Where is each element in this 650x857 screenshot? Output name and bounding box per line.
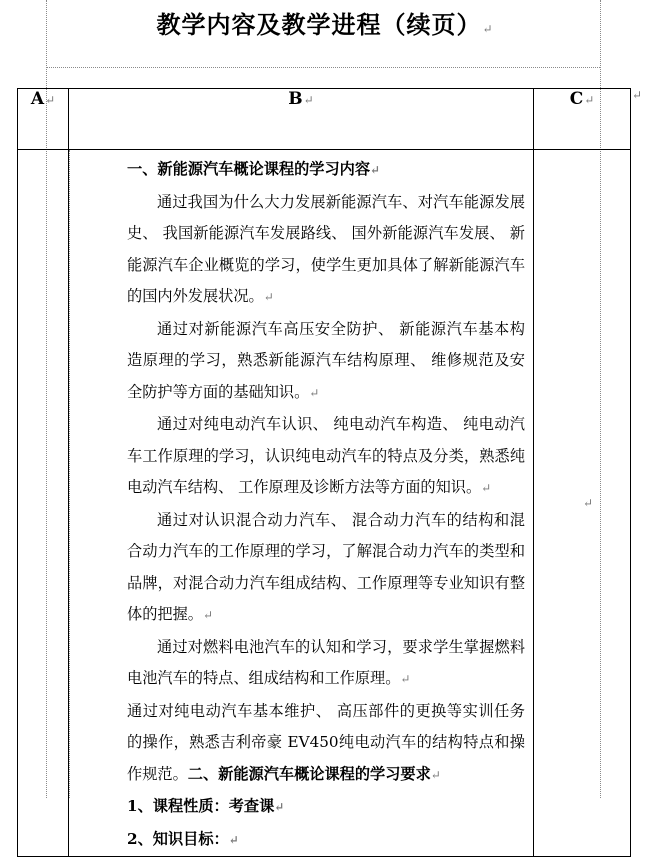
content-paragraph — [127, 187, 525, 314]
paragraph-mark-icon: ↵ — [202, 608, 213, 622]
page-title: 教学内容及教学进程（续页）↵ — [156, 10, 494, 39]
paragraph-text: 通过对新能源汽车高压安全防护、 新能源汽车基本构造原理的学习，熟悉新能源汽车结构原理、 维修规范及安全防护等方面的基础知识。 — [127, 319, 525, 401]
margin-guide-top — [46, 67, 600, 68]
content-paragraph — [127, 505, 525, 632]
paragraph-mark-icon: ↵ — [400, 672, 411, 686]
content-paragraph — [127, 154, 525, 187]
content-paragraph — [127, 824, 525, 857]
body-cell-b — [69, 150, 534, 857]
cell-mark-icon: ↵ — [584, 93, 595, 107]
paragraph-text: 通过对燃料电池汽车的认知和学习，要求学生掌握燃料电池汽车的特点、组成结构和工作原理。 — [127, 637, 525, 687]
paragraph-text: 通过我国为什么大力发展新能源汽车、对汽车能源发展史、 我国新能源汽车发展路线、 国外新能源汽车发展、 新能源汽车企业概览的学习，使学生更加具体了解新能源汽车的国内外发展状况。 — [127, 192, 525, 305]
cell-mark-icon: ↵ — [303, 93, 314, 107]
cell-mark-icon: ↵ — [583, 496, 594, 510]
header-cell-b: B↵ — [69, 89, 534, 150]
section-heading: 一、新能源汽车概论课程的学习内容 — [127, 160, 370, 178]
lesson-content — [127, 154, 525, 856]
paragraph-text: 通过对纯电动汽车基本维护、 高压部件的更换等实训任务的操作，熟悉吉利帝豪 EV450纯电动汽车的结构特点和操作规范。 — [127, 701, 525, 783]
content-paragraph — [127, 696, 525, 792]
section-heading: 1、课程性质：考查课 — [127, 797, 275, 815]
paragraph-mark-icon: ↵ — [228, 832, 239, 847]
lesson-table — [17, 88, 631, 857]
paragraph-mark-icon: ↵ — [481, 481, 492, 495]
paragraph-mark-icon: ↵ — [263, 290, 274, 304]
section-heading: 2、知识目标： — [127, 829, 229, 848]
paragraph-mark-icon: ↵ — [309, 385, 320, 400]
content-paragraph — [127, 409, 525, 505]
paragraph-text: 通过对纯电动汽车认识、 纯电动汽车构造、 纯电动汽车工作原理的学习，认识纯电动汽车的特点及分类，熟悉纯电动汽车结构、 工作原理及诊断方法等方面的知识。 — [127, 415, 525, 496]
paragraph-text: 通过对认识混合动力汽车、 混合动力汽车的结构和混合动力汽车的工作原理的学习，了解混合动力汽车的类型和品牌，对混合动力汽车组成结构、工作原理等专业知识有整体的把握。 — [127, 510, 525, 623]
content-paragraph — [127, 632, 525, 696]
row-end-mark-icon: ↵ — [632, 88, 643, 102]
paragraph-mark-icon: ↵ — [274, 800, 285, 814]
content-paragraph — [127, 314, 525, 410]
paragraph-mark-icon: ↵ — [430, 767, 441, 782]
table-header-row — [18, 89, 631, 150]
table-body-row — [18, 150, 631, 857]
paragraph-mark-icon: ↵ — [370, 163, 381, 177]
body-cell-a — [18, 150, 69, 857]
cell-mark-icon: ↵ — [45, 93, 56, 107]
content-paragraph — [127, 791, 525, 824]
header-cell-c: C↵ — [534, 89, 631, 150]
paragraph-mark-icon: ↵ — [482, 22, 494, 36]
section-heading: 二、新能源汽车概论课程的学习要求 — [187, 764, 431, 783]
body-cell-c — [534, 150, 631, 857]
header-cell-a: A↵ — [18, 89, 69, 150]
